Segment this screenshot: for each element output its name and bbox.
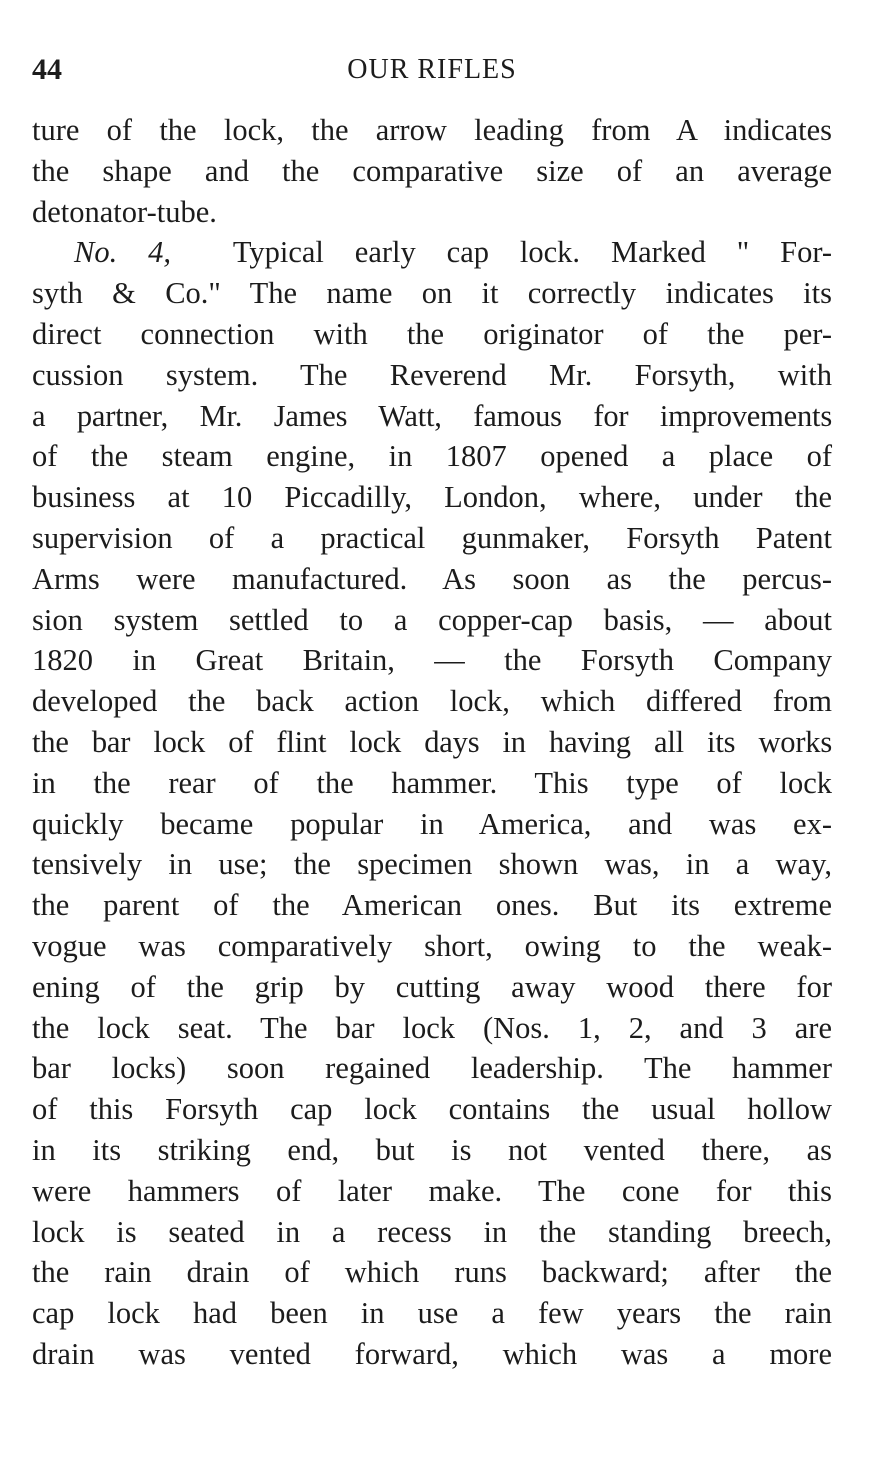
text-line: sion system settled to a copper-cap basis, — about <box>32 602 832 637</box>
text-line: were hammers of later make. The cone for this <box>32 1173 832 1208</box>
text-line: detonator-tube. <box>32 194 217 229</box>
text-line: the shape and the comparative size of an average <box>32 153 832 188</box>
text-line: direct connection with the originator of the per- <box>32 316 832 351</box>
text-line: tensively in use; the specimen shown was, in a way, <box>32 847 832 882</box>
text-line: ture of the lock, the arrow leading from A indicates <box>32 113 832 147</box>
text-line: cussion system. The Reverend Mr. Forsyth, with <box>32 357 832 392</box>
text-line: of this Forsyth cap lock contains the usual hollow <box>32 1092 832 1127</box>
text-line-segment: Typical early cap lock. Marked " For- <box>232 235 833 270</box>
text-line: ening of the grip by cutting away wood there for <box>32 969 832 1004</box>
text-line: vogue was comparatively short, owing to the weak- <box>32 928 832 963</box>
paragraph-start-line <box>32 232 832 273</box>
text-line: quickly became popular in America, and was ex- <box>32 806 832 841</box>
text-line: of the steam engine, in 1807 opened a place of <box>32 439 832 474</box>
text-line: syth & Co." The name on it correctly indicates its <box>32 276 832 311</box>
text-line: in its striking end, but is not vented there, as <box>32 1132 832 1167</box>
page-header <box>32 50 832 90</box>
text-line: in the rear of the hammer. This type of lock <box>32 765 832 800</box>
text-line: the lock seat. The bar lock (Nos. 1, 2, and 3 are <box>32 1010 832 1045</box>
text-line: drain was vented forward, which was a more <box>32 1336 832 1371</box>
text-line: developed the back action lock, which differed from <box>32 684 832 719</box>
text-line: the bar lock of flint lock days in having all its works <box>32 724 832 759</box>
text-line: business at 10 Piccadilly, London, where, under the <box>32 480 832 515</box>
text-line: bar locks) soon regained leadership. The hammer <box>32 1051 832 1086</box>
text-line: the parent of the American ones. But its extreme <box>32 888 832 923</box>
running-head: OUR RIFLES <box>347 54 517 85</box>
text-line: the rain drain of which runs backward; after the <box>32 1255 832 1290</box>
page-number: 44 <box>32 53 62 86</box>
text-line: lock is seated in a recess in the standing breech, <box>32 1214 832 1249</box>
body-text <box>32 110 832 1375</box>
text-line: Arms were manufactured. As soon as the percus- <box>32 561 832 596</box>
text-line: cap lock had been in use a few years the rain <box>32 1296 832 1331</box>
text-line: 1820 in Great Britain, — the Forsyth Company <box>32 643 832 678</box>
text-line: supervision of a practical gunmaker, Forsyth Patent <box>32 520 832 555</box>
text-line: a partner, Mr. James Watt, famous for improvements <box>32 398 832 433</box>
item-label: No. 4, <box>74 235 172 270</box>
